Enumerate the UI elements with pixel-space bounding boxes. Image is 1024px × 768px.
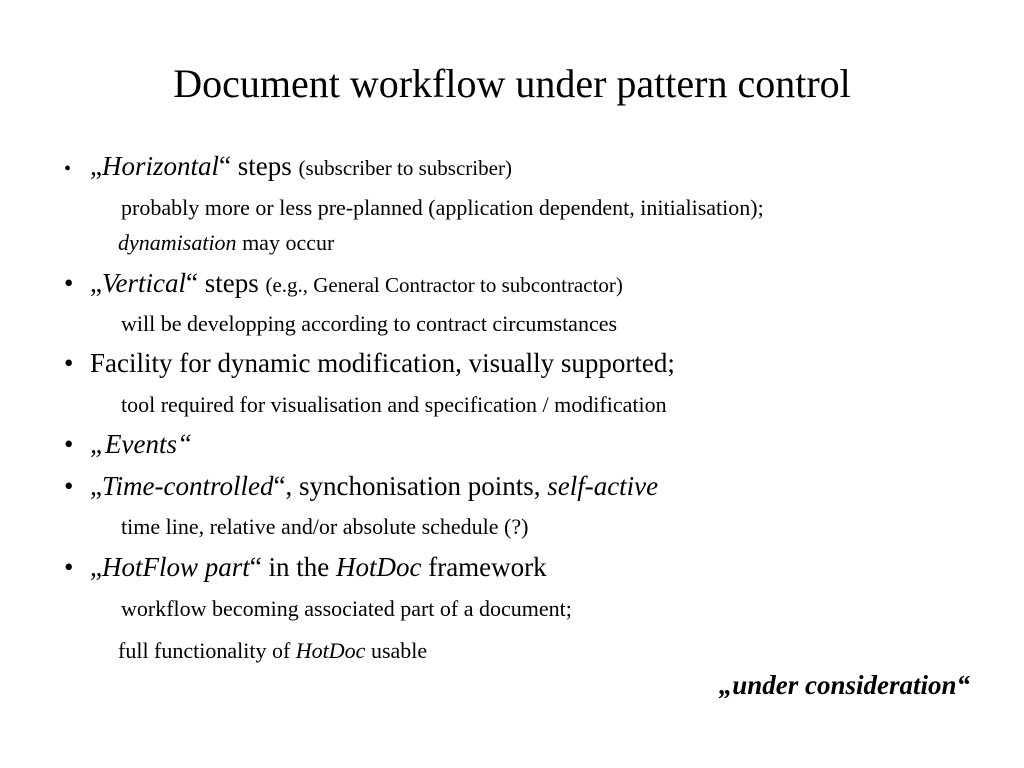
close-quote: “ (219, 151, 231, 181)
sub-line (118, 229, 334, 257)
under-consideration-note: „under consideration“ (718, 670, 970, 700)
emphasis-term: HotDoc (295, 638, 366, 663)
bullet-item-facility (64, 346, 675, 380)
parenthetical: (subscriber to subscriber) (298, 156, 512, 180)
bullet-icon: • (64, 348, 74, 378)
item-text: , synchonisation points, (285, 471, 548, 501)
item-text: steps (231, 151, 299, 181)
open-quote: „ (90, 471, 102, 501)
emphasis-term: HotFlow part (101, 552, 250, 582)
bullet-item-horizontal (64, 149, 512, 186)
item-text: framework (421, 552, 547, 582)
open-quote: „ (90, 151, 102, 181)
sub-text: may occur (236, 230, 335, 255)
bullet-icon: • (64, 268, 74, 298)
sub-text: usable (365, 638, 428, 663)
emphasis-term: dynamisation (118, 230, 237, 255)
emphasis-term: „Events“ (90, 429, 193, 459)
close-quote: “ (273, 471, 286, 501)
emphasis-term: Horizontal (101, 151, 220, 181)
sub-line: probably more or less pre-planned (application dependent, initialisation); (121, 195, 764, 220)
bullet-icon: • (64, 471, 74, 501)
sub-text: full functionality of (118, 638, 296, 663)
bullet-item-hotflow (64, 550, 547, 584)
item-text: in the (261, 552, 336, 582)
emphasis-term: Vertical (101, 268, 186, 298)
open-quote: „ (90, 268, 102, 298)
slide-title: Document workflow under pattern control (173, 61, 851, 106)
open-quote: „ (90, 552, 102, 582)
bullet-icon: • (64, 158, 72, 180)
item-text: Facility for dynamic modification, visually supported; (90, 348, 675, 378)
bullet-item-events (64, 427, 192, 461)
item-text: steps (197, 268, 266, 298)
emphasis-term: self-active (547, 471, 659, 501)
bullet-item-time-controlled (64, 469, 658, 503)
sub-line: will be developping according to contract circumstances (121, 311, 618, 336)
emphasis-term: Time-controlled (101, 471, 274, 501)
close-quote: “ (249, 552, 262, 582)
sub-line: time line, relative and/or absolute schedule (?) (121, 514, 529, 539)
close-quote: “ (185, 268, 198, 298)
bullet-icon: • (64, 429, 74, 459)
bullet-item-vertical (64, 266, 623, 302)
sub-line (118, 637, 427, 665)
parenthetical: (e.g., General Contractor to subcontractor) (265, 273, 623, 297)
bullet-icon: • (64, 552, 74, 582)
sub-line: workflow becoming associated part of a document; (121, 596, 572, 621)
emphasis-term: HotDoc (335, 552, 422, 582)
sub-line: tool required for visualisation and specification / modification (121, 392, 667, 417)
